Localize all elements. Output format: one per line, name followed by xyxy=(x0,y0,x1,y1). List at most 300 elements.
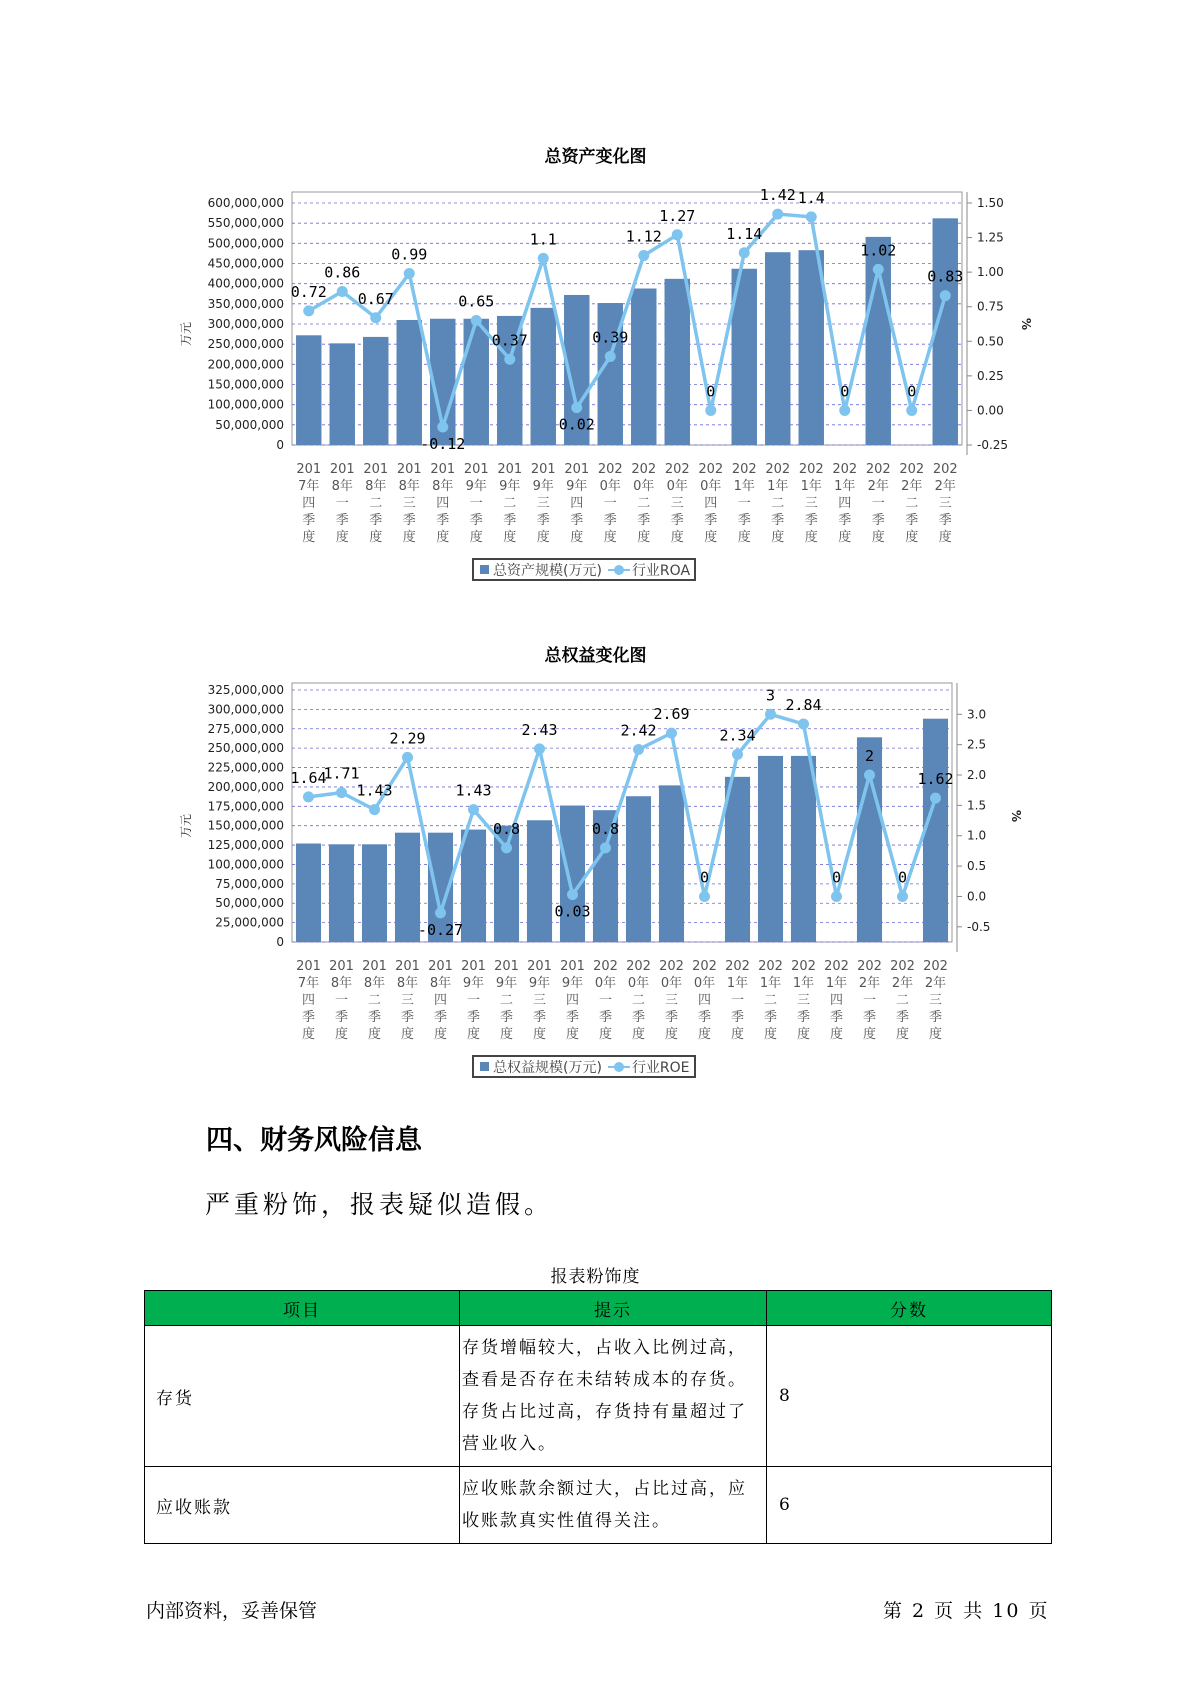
line-point xyxy=(873,264,884,275)
x-tick-label: 季 xyxy=(369,513,383,528)
x-tick-label: 2年 xyxy=(867,479,889,494)
bar xyxy=(923,719,948,942)
x-tick-label: 一 xyxy=(598,993,613,1008)
x-tick-label: 季 xyxy=(664,1010,679,1025)
line-point xyxy=(839,405,850,416)
line-point xyxy=(404,268,415,279)
legend-line-label: 行业ROE xyxy=(631,1059,690,1076)
line-point xyxy=(437,422,448,433)
x-tick-label: 二 xyxy=(895,993,910,1008)
total-equity-chart xyxy=(0,675,1191,1105)
x-tick-label: 一 xyxy=(469,496,483,511)
data-label: 2.29 xyxy=(389,729,426,748)
y2-tick-label: 2.0 xyxy=(967,768,987,783)
x-tick-label: 季 xyxy=(895,1010,910,1025)
legend-assets xyxy=(472,558,696,581)
x-tick-label: 度 xyxy=(737,530,751,545)
x-tick-label: 一 xyxy=(730,993,745,1008)
x-tick-label: 2年 xyxy=(924,976,947,991)
x-tick-label: 二 xyxy=(503,496,517,511)
line-point xyxy=(705,405,716,416)
data-label: 2 xyxy=(864,747,875,766)
data-label: 1.02 xyxy=(860,241,897,260)
footer-page-number: 第 2 页 共 10 页 xyxy=(883,1600,1050,1622)
data-label: 0.83 xyxy=(927,267,964,286)
data-label: 0.8 xyxy=(492,819,521,838)
x-tick-label: 9年 xyxy=(462,976,485,991)
data-label: 3 xyxy=(765,686,776,705)
y-tick-label: 550,000,000 xyxy=(207,216,284,231)
data-label: 0.03 xyxy=(554,902,591,921)
x-tick-label: 度 xyxy=(367,1027,382,1042)
data-label: 1.14 xyxy=(726,224,763,243)
bar xyxy=(461,830,486,942)
data-label: 1.43 xyxy=(356,781,393,800)
y2-tick-label: 2.5 xyxy=(967,737,987,752)
x-tick-label: 201 xyxy=(363,462,389,477)
x-tick-label: 201 xyxy=(560,959,585,974)
x-tick-label: 度 xyxy=(704,530,718,545)
line-point xyxy=(468,804,479,815)
x-tick-label: 202 xyxy=(597,462,623,477)
x-tick-label: 201 xyxy=(494,959,519,974)
x-tick-label: 四 xyxy=(301,993,316,1008)
bar xyxy=(329,844,354,942)
x-tick-label: 度 xyxy=(637,530,651,545)
y2-tick-label: -0.5 xyxy=(967,919,991,934)
data-label: -0.12 xyxy=(420,435,466,454)
x-tick-label: 7年 xyxy=(297,976,320,991)
x-tick-label: 度 xyxy=(570,530,584,545)
x-tick-label: 季 xyxy=(603,513,617,528)
x-tick-label: 季 xyxy=(532,1010,547,1025)
x-tick-label: 0年 xyxy=(666,479,688,494)
x-tick-label: 季 xyxy=(503,513,517,528)
line-point xyxy=(897,891,908,902)
x-tick-label: 201 xyxy=(463,462,489,477)
data-label: 0.72 xyxy=(290,282,327,301)
x-tick-label: 202 xyxy=(593,959,618,974)
line-point xyxy=(336,787,347,798)
bar xyxy=(330,343,355,445)
x-tick-label: 三 xyxy=(796,993,811,1008)
x-tick-label: 0年 xyxy=(594,976,617,991)
x-tick-label: 1年 xyxy=(834,479,856,494)
line-point xyxy=(538,253,549,264)
x-tick-label: 季 xyxy=(334,1010,349,1025)
x-tick-label: 度 xyxy=(771,530,785,545)
x-tick-label: 季 xyxy=(301,1010,316,1025)
line-point xyxy=(534,743,545,754)
x-tick-label: 一 xyxy=(466,993,481,1008)
y2-tick-label: 0.75 xyxy=(977,299,1004,314)
x-tick-label: 季 xyxy=(771,513,785,528)
data-label: 0.65 xyxy=(458,292,495,311)
x-tick-label: 度 xyxy=(862,1027,877,1042)
x-tick-label: 度 xyxy=(369,530,383,545)
x-tick-label: 8年 xyxy=(365,479,387,494)
y-tick-label: 100,000,000 xyxy=(207,857,284,872)
bar xyxy=(362,844,387,942)
line-point xyxy=(567,889,578,900)
x-tick-label: 度 xyxy=(829,1027,844,1042)
x-tick-label: 季 xyxy=(466,1010,481,1025)
line-point xyxy=(930,793,941,804)
table-header-row xyxy=(145,1291,1052,1326)
x-tick-label: 季 xyxy=(829,1010,844,1025)
data-label: 0 xyxy=(699,868,710,887)
x-tick-label: 度 xyxy=(565,1027,580,1042)
data-label: 0.67 xyxy=(357,289,394,308)
x-tick-label: 9年 xyxy=(561,976,584,991)
legend-equity xyxy=(472,1055,696,1078)
x-tick-label: 三 xyxy=(938,496,952,511)
legend-bar-label: 总权益规模(万元) xyxy=(493,1059,602,1076)
line-point xyxy=(666,728,677,739)
y-tick-label: 50,000,000 xyxy=(215,896,284,911)
header-hint: 提示 xyxy=(460,1291,767,1326)
x-tick-label: 201 xyxy=(329,462,355,477)
x-tick-label: 202 xyxy=(865,462,891,477)
x-tick-label: 季 xyxy=(730,1010,745,1025)
x-tick-label: 0年 xyxy=(693,976,716,991)
row-item: 应收账款 xyxy=(145,1467,460,1544)
y2-tick-label: 0.25 xyxy=(977,368,1004,383)
line-point xyxy=(864,770,875,781)
x-tick-label: 度 xyxy=(301,1027,316,1042)
y-tick-label: 225,000,000 xyxy=(207,760,284,775)
x-tick-label: 二 xyxy=(367,993,382,1008)
x-tick-label: 8年 xyxy=(330,976,353,991)
y2-tick-label: 1.25 xyxy=(977,230,1004,245)
y2-tick-label: 0.0 xyxy=(967,889,987,904)
x-tick-label: 201 xyxy=(395,959,420,974)
x-tick-label: 三 xyxy=(670,496,684,511)
x-tick-label: 季 xyxy=(862,1010,877,1025)
x-tick-label: 202 xyxy=(731,462,757,477)
x-tick-label: 三 xyxy=(536,496,550,511)
row-hint: 存货增幅较大，占收入比例过高，查看是否存在未结转成本的存货。存货占比过高，存货持有量超过了营业收入。 xyxy=(460,1326,767,1467)
legend-bar-swatch xyxy=(480,1062,489,1071)
x-tick-label: 202 xyxy=(725,959,750,974)
legend-line-swatch xyxy=(608,565,630,575)
footer-confidential: 内部资料，妥善保管 xyxy=(146,1600,318,1622)
x-tick-label: 度 xyxy=(697,1027,712,1042)
x-tick-label: 1年 xyxy=(733,479,755,494)
x-tick-label: 季 xyxy=(469,513,483,528)
x-tick-label: 8年 xyxy=(432,479,454,494)
line-point xyxy=(732,749,743,760)
bar xyxy=(758,756,783,942)
x-tick-label: 202 xyxy=(758,959,783,974)
line-point xyxy=(600,842,611,853)
bar xyxy=(799,250,824,445)
x-tick-label: 201 xyxy=(296,462,322,477)
x-tick-label: 四 xyxy=(838,496,852,511)
x-tick-label: 202 xyxy=(824,959,849,974)
x-tick-label: 202 xyxy=(692,959,717,974)
chart-title-equity: 总权益变化图 xyxy=(544,646,647,666)
legend-bar-label: 总资产规模(万元) xyxy=(493,562,602,579)
data-label: 1.4 xyxy=(797,188,825,207)
legend-bar-swatch xyxy=(480,565,489,574)
x-tick-label: 一 xyxy=(862,993,877,1008)
x-tick-label: 三 xyxy=(928,993,943,1008)
x-tick-label: 201 xyxy=(430,462,456,477)
x-tick-label: 季 xyxy=(598,1010,613,1025)
x-tick-label: 201 xyxy=(396,462,422,477)
x-tick-label: 四 xyxy=(704,496,718,511)
x-tick-label: 202 xyxy=(932,462,958,477)
x-tick-label: 季 xyxy=(838,513,852,528)
y-tick-label: 400,000,000 xyxy=(207,276,284,291)
x-tick-label: 202 xyxy=(923,959,948,974)
y-tick-label: 200,000,000 xyxy=(207,357,284,372)
table-row xyxy=(145,1326,1052,1467)
line-point xyxy=(906,405,917,416)
bar xyxy=(397,320,422,445)
x-tick-label: 2年 xyxy=(891,976,914,991)
line-point xyxy=(303,791,314,802)
x-tick-label: 201 xyxy=(329,959,354,974)
x-tick-label: 1年 xyxy=(759,976,782,991)
bar xyxy=(527,820,552,942)
data-label: 1.64 xyxy=(290,768,327,787)
y-tick-label: 0 xyxy=(276,438,284,452)
data-label: 1.27 xyxy=(659,206,696,225)
y-tick-label: 250,000,000 xyxy=(207,741,284,756)
y-tick-label: 150,000,000 xyxy=(207,377,284,392)
data-label: 1.42 xyxy=(759,186,796,205)
y2-axis-title: % xyxy=(1019,317,1033,331)
x-tick-label: 7年 xyxy=(298,479,320,494)
row-item: 存货 xyxy=(145,1326,460,1467)
row-hint: 应收账款余额过大，占比过高，应收账款真实性值得关注。 xyxy=(460,1467,767,1544)
table-row xyxy=(145,1467,1052,1544)
x-tick-label: 季 xyxy=(499,1010,514,1025)
line-point xyxy=(940,290,951,301)
x-tick-label: 201 xyxy=(296,959,321,974)
data-label: 0 xyxy=(706,382,716,401)
bar xyxy=(626,796,651,942)
table-caption: 报表粉饰度 xyxy=(550,1267,641,1287)
x-tick-label: 201 xyxy=(362,959,387,974)
x-tick-label: 度 xyxy=(603,530,617,545)
x-tick-label: 三 xyxy=(532,993,547,1008)
bar xyxy=(296,335,321,445)
x-tick-label: 度 xyxy=(536,530,550,545)
y-tick-label: 600,000,000 xyxy=(207,196,284,210)
x-tick-label: 季 xyxy=(697,1010,712,1025)
bar xyxy=(560,806,585,942)
line-point xyxy=(806,211,817,222)
x-tick-label: 度 xyxy=(433,1027,448,1042)
section-heading: 四、财务风险信息 xyxy=(206,1125,422,1156)
x-tick-label: 季 xyxy=(704,513,718,528)
data-label: 0.39 xyxy=(592,328,629,347)
bar xyxy=(665,279,690,445)
line-point xyxy=(605,351,616,362)
x-tick-label: 度 xyxy=(436,530,450,545)
x-tick-label: 季 xyxy=(367,1010,382,1025)
data-label: 2.69 xyxy=(653,705,690,724)
y-tick-label: 450,000,000 xyxy=(207,256,284,271)
y-axis-title: 万元 xyxy=(179,813,193,839)
line-point xyxy=(798,719,809,730)
x-tick-label: 度 xyxy=(499,1027,514,1042)
y-tick-label: 500,000,000 xyxy=(207,236,284,251)
data-label: -0.27 xyxy=(417,920,464,939)
y2-tick-label: 1.00 xyxy=(977,265,1004,280)
row-score: 8 xyxy=(767,1326,1052,1467)
bar xyxy=(725,777,750,942)
line-point xyxy=(831,891,842,902)
x-tick-label: 0年 xyxy=(633,479,655,494)
data-label: 1.43 xyxy=(455,781,492,800)
x-tick-label: 季 xyxy=(905,513,919,528)
x-tick-label: 1年 xyxy=(792,976,815,991)
line-point xyxy=(633,744,644,755)
line-point xyxy=(638,250,649,261)
y-tick-label: 75,000,000 xyxy=(215,876,284,891)
x-tick-label: 0年 xyxy=(660,976,683,991)
x-tick-label: 度 xyxy=(631,1027,646,1042)
x-tick-label: 8年 xyxy=(331,479,353,494)
x-tick-label: 8年 xyxy=(363,976,386,991)
data-label: 0.8 xyxy=(591,819,620,838)
x-tick-label: 202 xyxy=(899,462,925,477)
x-tick-label: 度 xyxy=(670,530,684,545)
bar xyxy=(531,308,556,445)
x-tick-label: 度 xyxy=(730,1027,745,1042)
x-tick-label: 季 xyxy=(302,513,316,528)
data-label: 2.84 xyxy=(785,696,822,715)
data-label: 2.43 xyxy=(521,720,558,739)
x-tick-label: 度 xyxy=(796,1027,811,1042)
x-tick-label: 季 xyxy=(670,513,684,528)
total-assets-chart xyxy=(0,180,1191,610)
x-tick-label: 9年 xyxy=(528,976,551,991)
x-tick-label: 度 xyxy=(905,530,919,545)
data-label: 0 xyxy=(907,382,917,401)
x-tick-label: 度 xyxy=(895,1027,910,1042)
x-tick-label: 2年 xyxy=(858,976,881,991)
x-tick-label: 二 xyxy=(637,496,651,511)
x-tick-label: 度 xyxy=(938,530,952,545)
x-tick-label: 9年 xyxy=(566,479,588,494)
y-axis-title: 万元 xyxy=(179,321,193,347)
line-point xyxy=(571,402,582,413)
y-tick-label: 300,000,000 xyxy=(207,702,284,717)
y-tick-label: 250,000,000 xyxy=(207,337,284,352)
x-tick-label: 2年 xyxy=(901,479,923,494)
x-tick-label: 度 xyxy=(598,1027,613,1042)
x-tick-label: 二 xyxy=(771,496,785,511)
x-tick-label: 二 xyxy=(763,993,778,1008)
header-item: 项目 xyxy=(145,1291,460,1326)
x-tick-label: 季 xyxy=(436,513,450,528)
x-tick-label: 度 xyxy=(466,1027,481,1042)
line-point xyxy=(435,907,446,918)
x-tick-label: 季 xyxy=(536,513,550,528)
y2-tick-label: 0.5 xyxy=(967,859,987,874)
x-tick-label: 一 xyxy=(871,496,885,511)
bar xyxy=(464,319,489,445)
x-tick-label: 季 xyxy=(871,513,885,528)
x-tick-label: 度 xyxy=(402,530,416,545)
x-tick-label: 度 xyxy=(335,530,349,545)
x-tick-label: 202 xyxy=(890,959,915,974)
y2-tick-label: -0.25 xyxy=(977,438,1009,452)
y2-tick-label: 0.50 xyxy=(977,334,1004,349)
x-tick-label: 202 xyxy=(791,959,816,974)
y-tick-label: 350,000,000 xyxy=(207,296,284,311)
data-label: 1.62 xyxy=(917,770,954,789)
line-point xyxy=(501,842,512,853)
bar xyxy=(631,289,656,445)
x-tick-label: 202 xyxy=(832,462,858,477)
line-point xyxy=(471,315,482,326)
x-tick-label: 度 xyxy=(804,530,818,545)
x-tick-label: 季 xyxy=(804,513,818,528)
y2-tick-label: 1.5 xyxy=(967,798,987,813)
x-tick-label: 度 xyxy=(400,1027,415,1042)
data-label: 0 xyxy=(840,382,850,401)
x-tick-label: 四 xyxy=(302,496,316,511)
y2-axis-title: % xyxy=(1009,809,1023,823)
x-tick-label: 202 xyxy=(664,462,690,477)
x-tick-label: 202 xyxy=(765,462,791,477)
x-tick-label: 度 xyxy=(928,1027,943,1042)
x-tick-label: 二 xyxy=(905,496,919,511)
x-tick-label: 1年 xyxy=(825,976,848,991)
y-tick-label: 300,000,000 xyxy=(207,317,284,331)
x-tick-label: 9年 xyxy=(495,976,518,991)
chart-title-assets: 总资产变化图 xyxy=(544,147,647,167)
x-tick-label: 二 xyxy=(369,496,383,511)
line-point xyxy=(672,229,683,240)
y-tick-label: 125,000,000 xyxy=(207,838,284,853)
x-tick-label: 季 xyxy=(570,513,584,528)
legend-line-swatch xyxy=(608,1062,630,1072)
x-tick-label: 四 xyxy=(565,993,580,1008)
line-point xyxy=(772,209,783,220)
x-tick-label: 一 xyxy=(603,496,617,511)
bar xyxy=(857,737,882,942)
y-tick-label: 175,000,000 xyxy=(207,799,284,814)
data-label: 1.12 xyxy=(625,227,662,246)
data-label: 0 xyxy=(831,868,842,887)
line-point xyxy=(370,312,381,323)
x-tick-label: 202 xyxy=(631,462,657,477)
line-point xyxy=(402,752,413,763)
line-point xyxy=(369,804,380,815)
x-tick-label: 季 xyxy=(928,1010,943,1025)
bar xyxy=(791,756,816,942)
x-tick-label: 二 xyxy=(631,993,646,1008)
y-tick-label: 150,000,000 xyxy=(207,818,284,833)
x-tick-label: 四 xyxy=(697,993,712,1008)
x-tick-label: 度 xyxy=(871,530,885,545)
x-tick-label: 202 xyxy=(857,959,882,974)
data-label: 2.42 xyxy=(620,721,657,740)
data-label: 0.02 xyxy=(558,415,595,434)
x-tick-label: 201 xyxy=(461,959,486,974)
x-tick-label: 8年 xyxy=(398,479,420,494)
x-tick-label: 季 xyxy=(737,513,751,528)
x-tick-label: 201 xyxy=(530,462,556,477)
y-tick-label: 100,000,000 xyxy=(207,397,284,412)
